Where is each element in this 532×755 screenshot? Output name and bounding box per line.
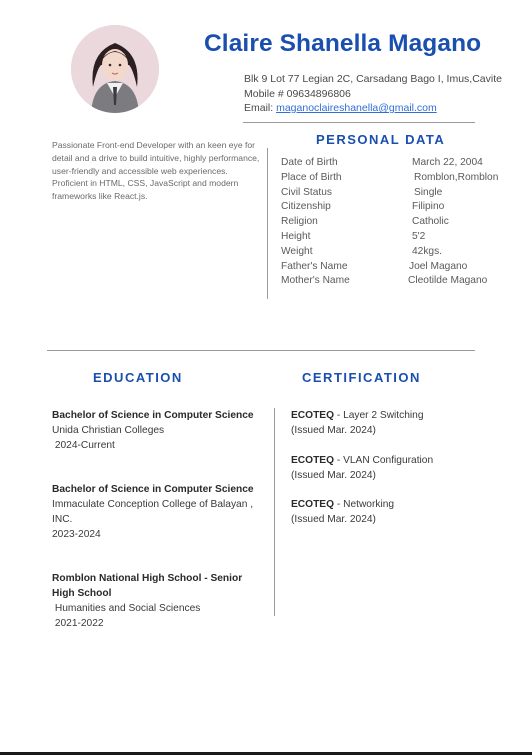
personal-data-label: Weight (281, 245, 313, 257)
personal-data-value: 5'2 (412, 230, 426, 242)
candidate-name: Claire Shanella Magano (204, 30, 482, 57)
personal-data-value: Filipino (412, 201, 445, 213)
education-degree: Romblon National High School - Senior High School (52, 573, 243, 599)
personal-data-heading: PERSONAL DATA (316, 132, 446, 147)
section-divider (47, 350, 475, 351)
education-degree: Bachelor of Science in Computer Science (52, 484, 254, 495)
personal-data-divider (267, 148, 268, 299)
education-degree: Bachelor of Science in Computer Science (52, 410, 254, 421)
email-label: Email: (244, 102, 277, 114)
education-item (52, 482, 267, 542)
certification-item (291, 497, 394, 527)
email-link[interactable]: maganoclaireshanella@gmail.com (276, 102, 437, 114)
certification-org: ECOTEQ (291, 455, 335, 466)
personal-data-label: Height (281, 230, 311, 242)
certification-item (291, 453, 433, 483)
personal-data-value: Catholic (412, 216, 449, 228)
education-divider (274, 408, 275, 616)
education-school: Immaculate Conception College of Balayan , INC. (52, 499, 254, 525)
certification-name: - VLAN Configuration (334, 455, 434, 466)
personal-data-value: Cleotilde Magano (408, 275, 488, 287)
personal-data-label: Father's Name (281, 260, 348, 272)
certification-item (291, 408, 424, 438)
personal-data-value: Single (414, 186, 443, 198)
certification-name: - Layer 2 Switching (334, 410, 424, 421)
personal-data-label: Civil Status (281, 186, 332, 198)
personal-data-label: Date of Birth (281, 157, 338, 168)
education-years: 2021-2022 (52, 618, 104, 629)
certification-name: - Networking (334, 499, 395, 510)
personal-data-label: Mother's Name (281, 275, 350, 287)
education-years: 2024-Current (52, 440, 115, 451)
certification-org: ECOTEQ (291, 499, 335, 510)
profile-photo (71, 25, 159, 113)
certification-org: ECOTEQ (291, 410, 335, 421)
email-line (244, 101, 502, 116)
personal-data-label: Place of Birth (281, 171, 342, 183)
profile-photo-illustration (71, 25, 159, 113)
header-divider (243, 122, 475, 123)
education-heading: EDUCATION (93, 370, 183, 385)
personal-data-value: 42kgs. (412, 245, 443, 257)
education-item (52, 408, 267, 453)
personal-data-label: Citizenship (281, 201, 331, 213)
personal-data-value: Joel Magano (409, 260, 468, 272)
certification-issued: (Issued Mar. 2024) (291, 470, 376, 481)
education-years: 2023-2024 (52, 529, 101, 540)
contact-block (244, 72, 502, 116)
mobile-text: Mobile # 09634896806 (244, 87, 351, 100)
certification-heading: CERTIFICATION (302, 370, 421, 385)
personal-data-value: March 22, 2004 (412, 157, 483, 168)
profile-summary: Passionate Front-end Developer with an keen eye for detail and a drive to build intuitive, highly performance, user-friendly and accessible web experiences. Proficient in HTML, CSS, JavaScript and modern frameworks like React.js. (52, 140, 260, 202)
certification-issued: (Issued Mar. 2024) (291, 514, 376, 525)
address-text: Blk 9 Lot 77 Legian 2C, Carsadang Bago I, Imus,Cavite (244, 73, 502, 85)
certification-issued: (Issued Mar. 2024) (291, 425, 376, 436)
education-school: Humanities and Social Sciences (52, 603, 201, 614)
education-school: Unida Christian Colleges (52, 425, 165, 436)
personal-data-value: Romblon,Romblon (414, 171, 499, 183)
education-item (52, 571, 257, 631)
personal-data-label: Religion (281, 216, 318, 228)
